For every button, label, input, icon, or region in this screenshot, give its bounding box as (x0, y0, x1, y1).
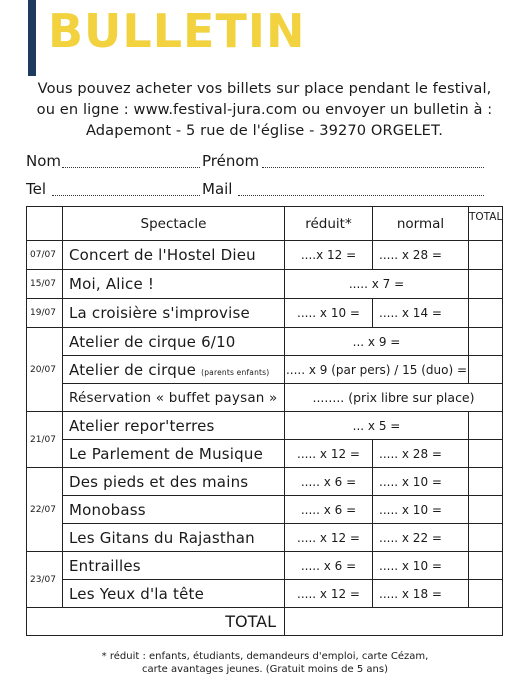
show-name: Le Parlement de Musique (63, 440, 285, 468)
price-single[interactable]: ... x 9 = (285, 328, 469, 356)
show-name: Atelier repor'terres (63, 412, 285, 440)
row-total[interactable] (469, 496, 503, 524)
price-single[interactable]: ... x 5 = (285, 412, 469, 440)
date-cell: 19/07 (27, 299, 63, 328)
table-row (27, 328, 503, 356)
table-header-row (27, 207, 503, 241)
row-total[interactable] (469, 241, 503, 270)
price-normal[interactable]: ..... x 18 = (373, 580, 469, 608)
prenom-field[interactable] (262, 167, 484, 168)
table-row (27, 468, 503, 496)
show-subtitle: (parents enfants) (201, 367, 270, 377)
prenom-label: Prénom (202, 152, 260, 170)
show-name: Atelier de cirque (parents enfants) (63, 356, 285, 384)
header-date (27, 207, 63, 241)
table-row (27, 496, 503, 524)
tel-field[interactable] (52, 195, 200, 196)
price-normal[interactable]: ..... x 10 = (373, 552, 469, 580)
footnote-line-1: * réduit : enfants, étudiants, demandeurs d'emploi, carte Cézam, (101, 651, 429, 662)
table-row (27, 580, 503, 608)
tel-label: Tel (26, 180, 47, 198)
mail-field[interactable] (238, 195, 484, 196)
date-cell: 20/07 (27, 328, 63, 412)
header-total: TOTAL (469, 207, 503, 241)
table-row (27, 412, 503, 440)
show-name: Des pieds et des mains (63, 468, 285, 496)
price-reduit[interactable]: ..... x 6 = (285, 496, 373, 524)
date-cell: 23/07 (27, 552, 63, 608)
show-name: Réservation « buffet paysan » (63, 384, 285, 412)
price-normal[interactable]: ..... x 22 = (373, 524, 469, 552)
footnote-line-2: carte avantages jeunes. (Gratuit moins de 5 ans) (142, 664, 388, 675)
price-normal[interactable]: ..... x 10 = (373, 468, 469, 496)
grand-total-label: TOTAL (27, 608, 285, 636)
table-row (27, 299, 503, 328)
show-name: Atelier de cirque 6/10 (63, 328, 285, 356)
grand-total-row (27, 608, 503, 636)
date-cell: 22/07 (27, 468, 63, 552)
page-title: BULLETIN (48, 4, 306, 58)
show-name: La croisière s'improvise (63, 299, 285, 328)
price-normal[interactable]: ..... x 28 = (373, 440, 469, 468)
grand-total-value[interactable] (285, 608, 503, 636)
row-total[interactable] (469, 440, 503, 468)
price-reduit[interactable]: ..... x 12 = (285, 440, 373, 468)
header-reduit: réduit* (285, 207, 373, 241)
row-total[interactable] (469, 468, 503, 496)
intro-line-3: Adapemont - 5 rue de l'église - 39270 ORGELET. (85, 122, 444, 139)
price-single[interactable]: ..... x 7 = (285, 270, 469, 299)
table-row (27, 552, 503, 580)
price-reduit[interactable]: ..... x 6 = (285, 468, 373, 496)
price-reduit[interactable]: ..... x 10 = (285, 299, 373, 328)
table-row (27, 356, 503, 384)
show-name: Moi, Alice ! (63, 270, 285, 299)
show-name: Les Yeux d'la tête (63, 580, 285, 608)
show-name: Les Gitans du Rajasthan (63, 524, 285, 552)
date-cell: 15/07 (27, 270, 63, 299)
row-total[interactable] (469, 299, 503, 328)
show-name: Entrailles (63, 552, 285, 580)
table-row (27, 270, 503, 299)
show-name: Concert de l'Hostel Dieu (63, 241, 285, 270)
price-single[interactable]: ........ (prix libre sur place) (285, 384, 503, 412)
table-row (27, 241, 503, 270)
price-reduit[interactable]: ....x 12 = (285, 241, 373, 270)
row-total[interactable] (469, 412, 503, 440)
date-cell: 21/07 (27, 412, 63, 468)
price-reduit[interactable]: ..... x 6 = (285, 552, 373, 580)
row-total[interactable] (469, 552, 503, 580)
table-row (27, 440, 503, 468)
header-normal: normal (373, 207, 469, 241)
row-total[interactable] (469, 270, 503, 299)
row-total[interactable] (469, 580, 503, 608)
header-spectacle: Spectacle (63, 207, 285, 241)
ticket-table (26, 206, 503, 636)
intro-text (10, 78, 519, 141)
price-reduit[interactable]: ..... x 12 = (285, 580, 373, 608)
show-name: Monobass (63, 496, 285, 524)
row-total[interactable] (469, 524, 503, 552)
price-normal[interactable]: ..... x 28 = (373, 241, 469, 270)
price-normal[interactable]: ..... x 10 = (373, 496, 469, 524)
table-row (27, 524, 503, 552)
intro-line-2: ou en ligne : www.festival-jura.com ou envoyer un bulletin à : (36, 101, 493, 118)
price-reduit[interactable]: ..... x 12 = (285, 524, 373, 552)
row-total[interactable] (469, 328, 503, 356)
accent-bar (28, 0, 36, 76)
table-row (27, 384, 503, 412)
row-total[interactable] (469, 356, 503, 384)
nom-label: Nom (26, 152, 62, 170)
mail-label: Mail (202, 180, 233, 198)
footnote (40, 650, 490, 676)
date-cell: 07/07 (27, 241, 63, 270)
price-normal[interactable]: ..... x 14 = (373, 299, 469, 328)
price-single[interactable]: ..... x 9 (par pers) / 15 (duo) = (285, 356, 469, 384)
nom-field[interactable] (62, 167, 200, 168)
intro-line-1: Vous pouvez acheter vos billets sur place pendant le festival, (37, 80, 492, 97)
